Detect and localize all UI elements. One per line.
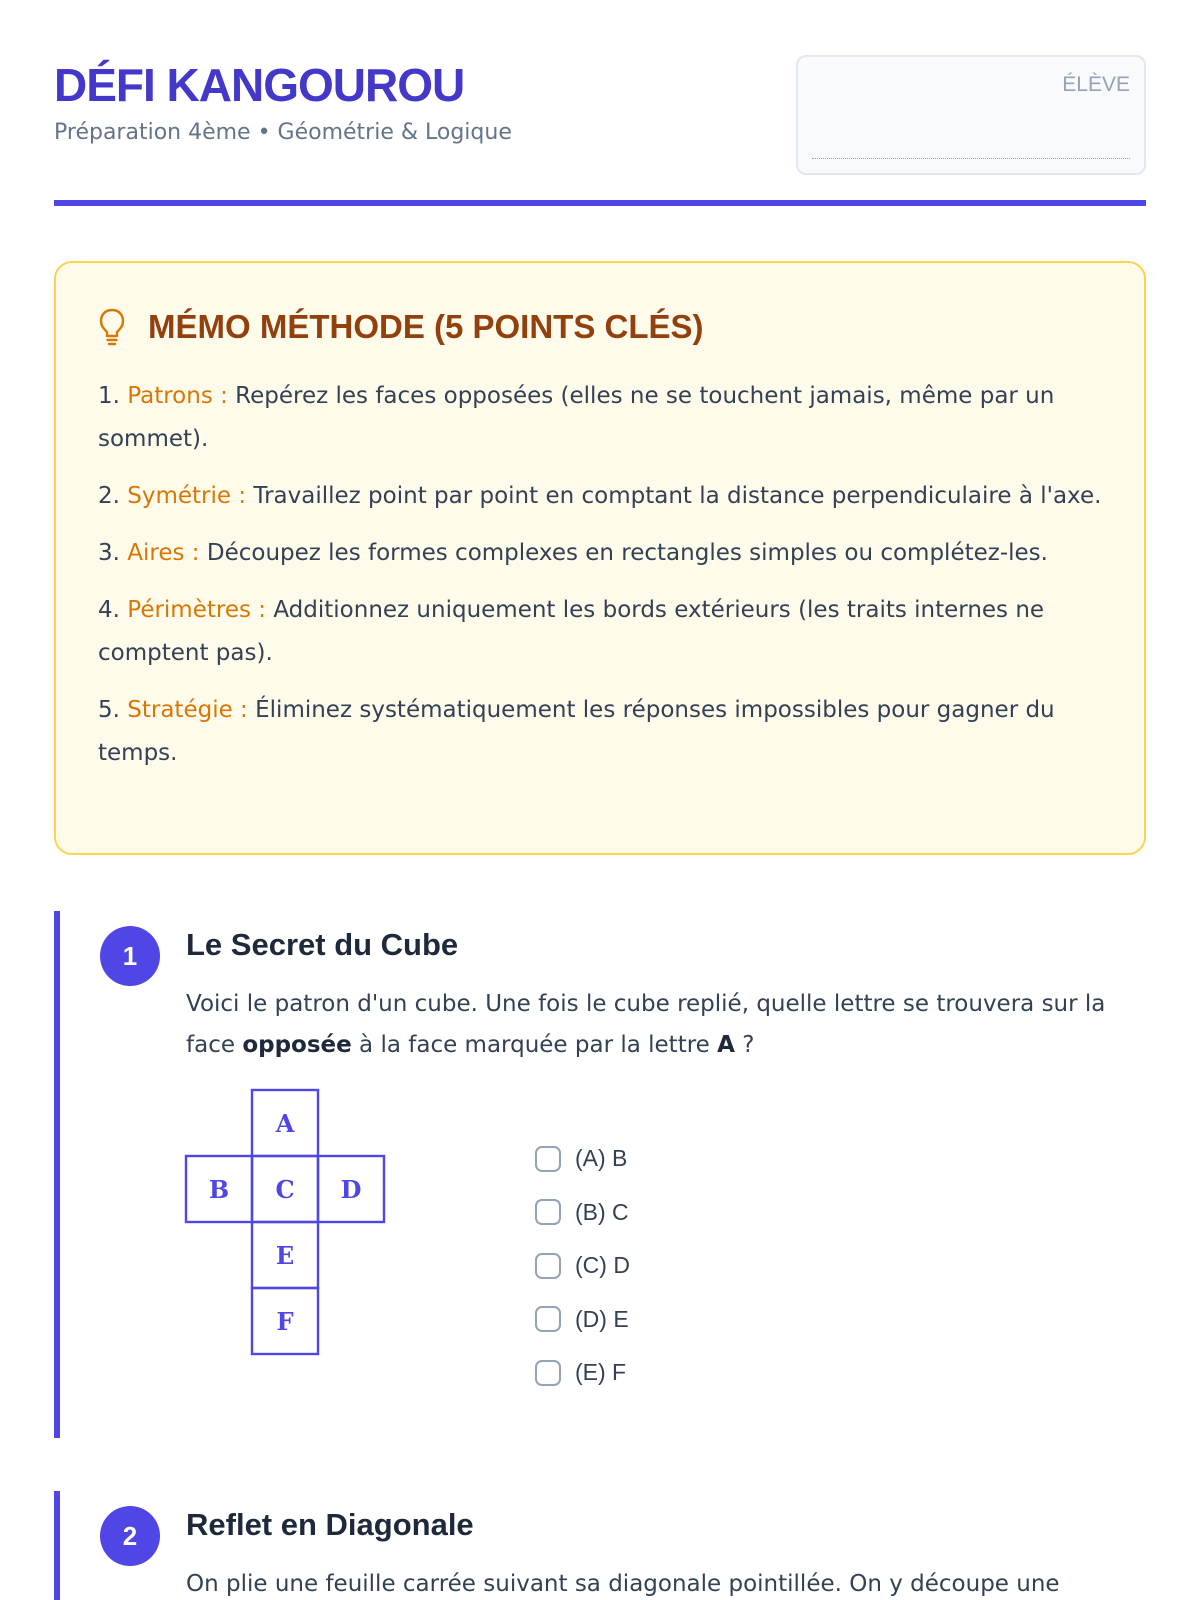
memo-box bbox=[54, 261, 1146, 855]
lightbulb-icon bbox=[98, 307, 126, 347]
answer-option-label: (A) B bbox=[575, 1145, 628, 1172]
page-subtitle: Préparation 4ème • Géométrie & Logique bbox=[54, 120, 512, 145]
question-title: Le Secret du Cube bbox=[186, 927, 459, 962]
answer-checkbox[interactable] bbox=[535, 1146, 561, 1172]
student-name-line bbox=[812, 158, 1130, 159]
answer-checkbox[interactable] bbox=[535, 1253, 561, 1279]
answer-option[interactable] bbox=[535, 1293, 630, 1347]
header-divider bbox=[54, 200, 1146, 206]
memo-item-key: Aires : bbox=[127, 540, 200, 566]
answer-option-label: (C) D bbox=[575, 1252, 630, 1279]
net-letter-top: A bbox=[275, 1109, 295, 1138]
question-text bbox=[186, 984, 1136, 1066]
question-text-emphasis: A bbox=[717, 1032, 735, 1058]
cube-net-diagram bbox=[182, 1088, 392, 1368]
question-text-emphasis: opposée bbox=[242, 1032, 352, 1058]
memo-list bbox=[98, 375, 1108, 789]
page-header bbox=[54, 50, 1146, 210]
question-2 bbox=[54, 1491, 1146, 1600]
memo-item-number: 3. bbox=[98, 540, 120, 566]
answer-option[interactable] bbox=[535, 1239, 630, 1293]
question-text-part: ? bbox=[734, 1032, 755, 1058]
answer-checkbox[interactable] bbox=[535, 1306, 561, 1332]
page-title: DÉFI KANGOUROU bbox=[54, 59, 465, 111]
memo-item-key: Patrons : bbox=[127, 383, 228, 409]
memo-item-number: 4. bbox=[98, 597, 120, 623]
memo-item bbox=[98, 689, 1108, 775]
question-number-badge: 2 bbox=[100, 1506, 160, 1566]
answer-option[interactable] bbox=[535, 1346, 630, 1400]
memo-item-text: Travaillez point par point en comptant la distance perpendiculaire à l'axe. bbox=[253, 483, 1102, 509]
question-1 bbox=[54, 911, 1146, 1438]
memo-item-number: 2. bbox=[98, 483, 120, 509]
question-text-part: à la face marquée par la lettre bbox=[351, 1032, 718, 1058]
memo-item-text: Éliminez systématiquement les réponses impossibles pour gagner du temps. bbox=[98, 697, 1055, 766]
memo-item bbox=[98, 589, 1108, 675]
memo-header bbox=[98, 305, 704, 349]
memo-item bbox=[98, 532, 1108, 575]
memo-item-text: Additionnez uniquement les bords extérieurs (les traits internes ne comptent pas). bbox=[98, 597, 1045, 666]
memo-item bbox=[98, 475, 1108, 518]
memo-item-key: Périmètres : bbox=[127, 597, 267, 623]
answer-checkbox[interactable] bbox=[535, 1199, 561, 1225]
memo-item-text: Découpez les formes complexes en rectangles simples ou complétez-les. bbox=[206, 540, 1048, 566]
answer-option-label: (B) C bbox=[575, 1198, 629, 1225]
answer-option[interactable] bbox=[535, 1186, 630, 1240]
net-letter-left: B bbox=[208, 1175, 230, 1204]
net-letter-center: C bbox=[275, 1175, 295, 1204]
memo-item-key: Stratégie : bbox=[127, 697, 248, 723]
memo-item-number: 5. bbox=[98, 697, 120, 723]
question-number-badge: 1 bbox=[100, 926, 160, 986]
answer-option-label: (D) E bbox=[575, 1305, 629, 1332]
answer-options bbox=[535, 1132, 630, 1400]
memo-item-key: Symétrie : bbox=[127, 483, 247, 509]
memo-item-text: Repérez les faces opposées (elles ne se touchent jamais, même par un sommet). bbox=[98, 383, 1055, 452]
question-text: On plie une feuille carrée suivant sa diagonale pointillée. On y découpe une bbox=[186, 1571, 1060, 1597]
memo-item-number: 1. bbox=[98, 383, 120, 409]
student-label: ÉLÈVE bbox=[1062, 73, 1130, 96]
student-name-box[interactable] bbox=[796, 55, 1146, 175]
net-letter-right: D bbox=[340, 1175, 362, 1204]
answer-option-label: (E) F bbox=[575, 1359, 627, 1386]
question-text-part: Voici le patron d'un cube. Une fois le cube replié, quelle lettre se trouvera sur la face bbox=[186, 991, 1106, 1058]
net-letter-bottom: F bbox=[276, 1307, 294, 1336]
memo-title: MÉMO MÉTHODE (5 POINTS CLÉS) bbox=[148, 308, 704, 345]
question-title: Reflet en Diagonale bbox=[186, 1507, 474, 1542]
answer-checkbox[interactable] bbox=[535, 1360, 561, 1386]
answer-option[interactable] bbox=[535, 1132, 630, 1186]
memo-item bbox=[98, 375, 1108, 461]
net-letter-below: E bbox=[275, 1241, 295, 1270]
